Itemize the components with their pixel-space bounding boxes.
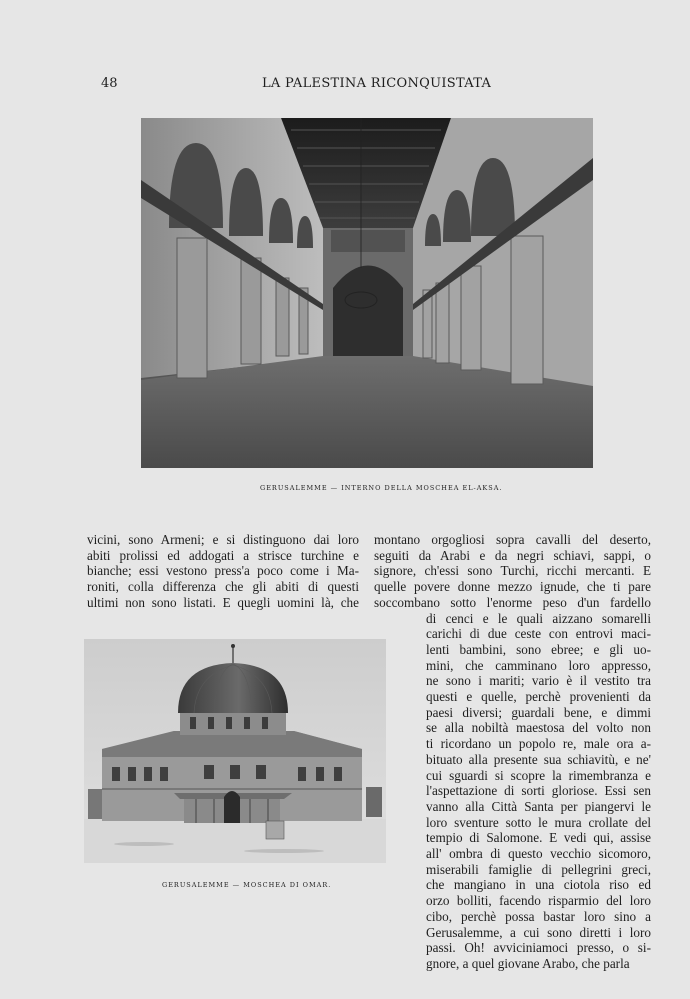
text-line: carichi di due ceste con entrovi maci-	[426, 626, 651, 642]
text-line: di cenci e le quali aizzano somarelli	[426, 610, 651, 626]
text-line: seguiti da Arabi e da negri schiavi, sappi, o	[374, 547, 651, 563]
text-line: soccombano sotto l'enorme peso d'un fardello	[374, 594, 651, 610]
text-line: questi e quelle, perchè provenienti da	[426, 689, 651, 705]
text-line: ne sono i mariti; vario è il vestito tra	[426, 673, 651, 689]
text-line: Gerusalemme, a cui sono diretti i loro	[426, 924, 651, 940]
text-line: mini, che camminano loro appresso,	[426, 657, 651, 673]
text-line: montano orgogliosi sopra cavalli del deserto,	[374, 532, 651, 547]
text-line: roniti, colla differenza che gli abiti di questi	[87, 579, 359, 595]
text-line: miserabili famiglie di pellegrini greci,	[426, 861, 651, 877]
text-line: tempio di Salomone. E vedi qui, assise	[426, 830, 651, 846]
text-line: ultimi non sono listati. E quegli uomini là, che	[87, 594, 359, 610]
photo-mosque-of-omar	[84, 639, 386, 863]
text-line: signore, ch'essi sono Turchi, ricchi mercanti. E	[374, 563, 651, 579]
text-line: cibo, perchè possa bastar loro sino a	[426, 908, 651, 924]
text-line: paesi diversi; guardali bene, e dimmi	[426, 704, 651, 720]
text-line: quelle povere donne mezzo ignude, che ti pare	[374, 579, 651, 595]
text-line: se alla nobiltà maestosa del volto non	[426, 720, 651, 736]
text-line: passi. Oh! avviciniamoci presso, o si-	[426, 940, 651, 956]
text-line: vicini, sono Armeni; e si distinguono dai loro	[87, 532, 359, 547]
text-line: l'aspettazione di sorti gloriose. Essi sen	[426, 783, 651, 799]
text-line: cui sguardi si scopre la rimembranza e	[426, 767, 651, 783]
text-line: loro sventure sotto le mura crollate del	[426, 814, 651, 830]
text-line: bituato alla presente sua schiavitù, e ne'	[426, 751, 651, 767]
page-number: 48	[101, 76, 118, 91]
left-column	[87, 532, 359, 611]
text-line: che mangiano in una ciotola riso ed	[426, 877, 651, 893]
running-title: LA PALESTINA RICONQUISTATA	[262, 76, 492, 91]
text-line: ti ricordano un popolo re, male ora a-	[426, 736, 651, 752]
photo-mosque-interior	[141, 118, 593, 468]
figure-caption-interior: GERUSALEMME — INTERNO DELLA MOSCHEA EL-AKSA.	[260, 484, 503, 492]
text-line: vanno alla Città Santa per piangervi le	[426, 798, 651, 814]
text-line: lenti bambini, sono ebree; e gli uo-	[426, 641, 651, 657]
text-line: gnore, a quel giovane Arabo, che parla	[426, 955, 630, 971]
figure-caption-dome: GERUSALEMME — MOSCHEA DI OMAR.	[162, 881, 332, 889]
text-line: bianche; essi vestono press'a poco come i Ma-	[87, 563, 359, 579]
text-line: abiti prolissi ed addogati a strisce turchine e	[87, 547, 359, 563]
text-line: orzo bolliti, facendo risparmio del loro	[426, 893, 651, 909]
text-line: all' ombra di questo vecchio sicomoro,	[426, 846, 651, 862]
right-column	[374, 532, 651, 972]
